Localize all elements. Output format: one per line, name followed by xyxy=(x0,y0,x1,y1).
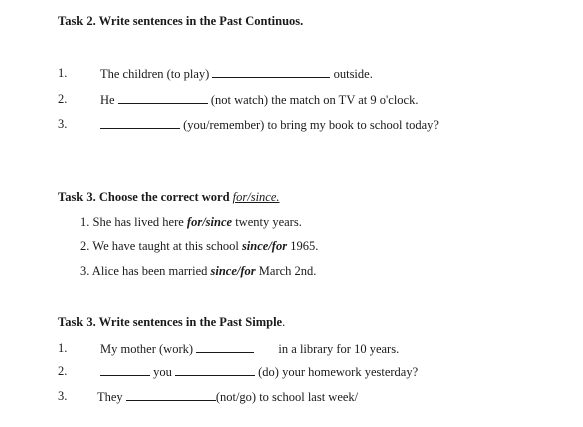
task3a-item1 xyxy=(80,215,302,230)
task3a-title xyxy=(58,190,280,205)
task3a-title-word: for/since. xyxy=(232,190,280,204)
task2-item1 xyxy=(100,66,373,82)
task3b-item3 xyxy=(97,389,358,405)
task2-item3 xyxy=(100,117,439,133)
task3a-item1-post: twenty years. xyxy=(235,215,302,229)
task3b-item2-number: 2. xyxy=(58,364,68,378)
task3a-item3-option[interactable]: since/for xyxy=(210,264,256,278)
task2-item2 xyxy=(100,92,418,108)
task3a-item3-pre: 3. Alice has been married xyxy=(80,264,208,278)
task3b-item2-text-b: (do) your homework yesterday? xyxy=(258,365,419,379)
task3a-item2 xyxy=(80,239,318,254)
task3b-item3-number: 3. xyxy=(58,389,68,403)
task3b-item1-blank[interactable] xyxy=(196,341,254,353)
task3a-item3-post: March 2nd. xyxy=(258,264,317,278)
task3b-item2-blank-1[interactable] xyxy=(100,364,150,376)
task3b-item2-text-a: you xyxy=(153,365,172,379)
task3b-item1-text-b: in a library for 10 years. xyxy=(278,342,400,356)
task2-item2-text-b: (not watch) the match on TV at 9 o'clock. xyxy=(210,93,419,107)
task2-item3-text-b: (you/remember) to bring my book to school today? xyxy=(183,118,439,132)
task3a-item2-post: 1965. xyxy=(290,239,319,253)
task3b-item3-text-a: They xyxy=(97,390,123,404)
task2-item1-blank[interactable] xyxy=(212,66,330,78)
task2-item3-number: 3. xyxy=(58,117,68,131)
task3b-item1 xyxy=(100,341,399,357)
task2-item1-text-a: The children (to play) xyxy=(100,67,210,81)
task2-item3-blank[interactable] xyxy=(100,117,180,129)
task2-item1-text-b: outside. xyxy=(333,67,373,81)
task3b-item1-text-a: My mother (work) xyxy=(100,342,194,356)
task3b-title-text: Task 3. Write sentences in the Past Simple xyxy=(58,315,283,329)
task3b-item3-text-b: (not/go) to school last week/ xyxy=(215,390,359,404)
task3b-item2-blank-2[interactable] xyxy=(175,364,255,376)
task3b-item2 xyxy=(100,364,418,380)
task3b-item1-number: 1. xyxy=(58,341,68,355)
task2-item1-number: 1. xyxy=(58,66,68,80)
task3a-item1-pre: 1. She has lived here xyxy=(80,215,184,229)
task2-item2-text-a: He xyxy=(100,93,115,107)
task3b-title-end: . xyxy=(282,315,286,329)
task3a-item2-option[interactable]: since/for xyxy=(241,239,288,253)
task3a-item1-option[interactable]: for/since xyxy=(186,215,233,229)
task2-item2-number: 2. xyxy=(58,92,68,106)
task2-title: Task 2. Write sentences in the Past Continuos. xyxy=(58,14,304,28)
task3a-item2-pre: 2. We have taught at this school xyxy=(80,239,239,253)
task3a-item3 xyxy=(80,264,316,279)
task2-item2-blank[interactable] xyxy=(118,92,208,104)
task3b-title xyxy=(58,315,285,330)
task3a-title-text: Task 3. Choose the correct word xyxy=(58,190,230,204)
task3b-item3-blank[interactable] xyxy=(126,389,216,401)
